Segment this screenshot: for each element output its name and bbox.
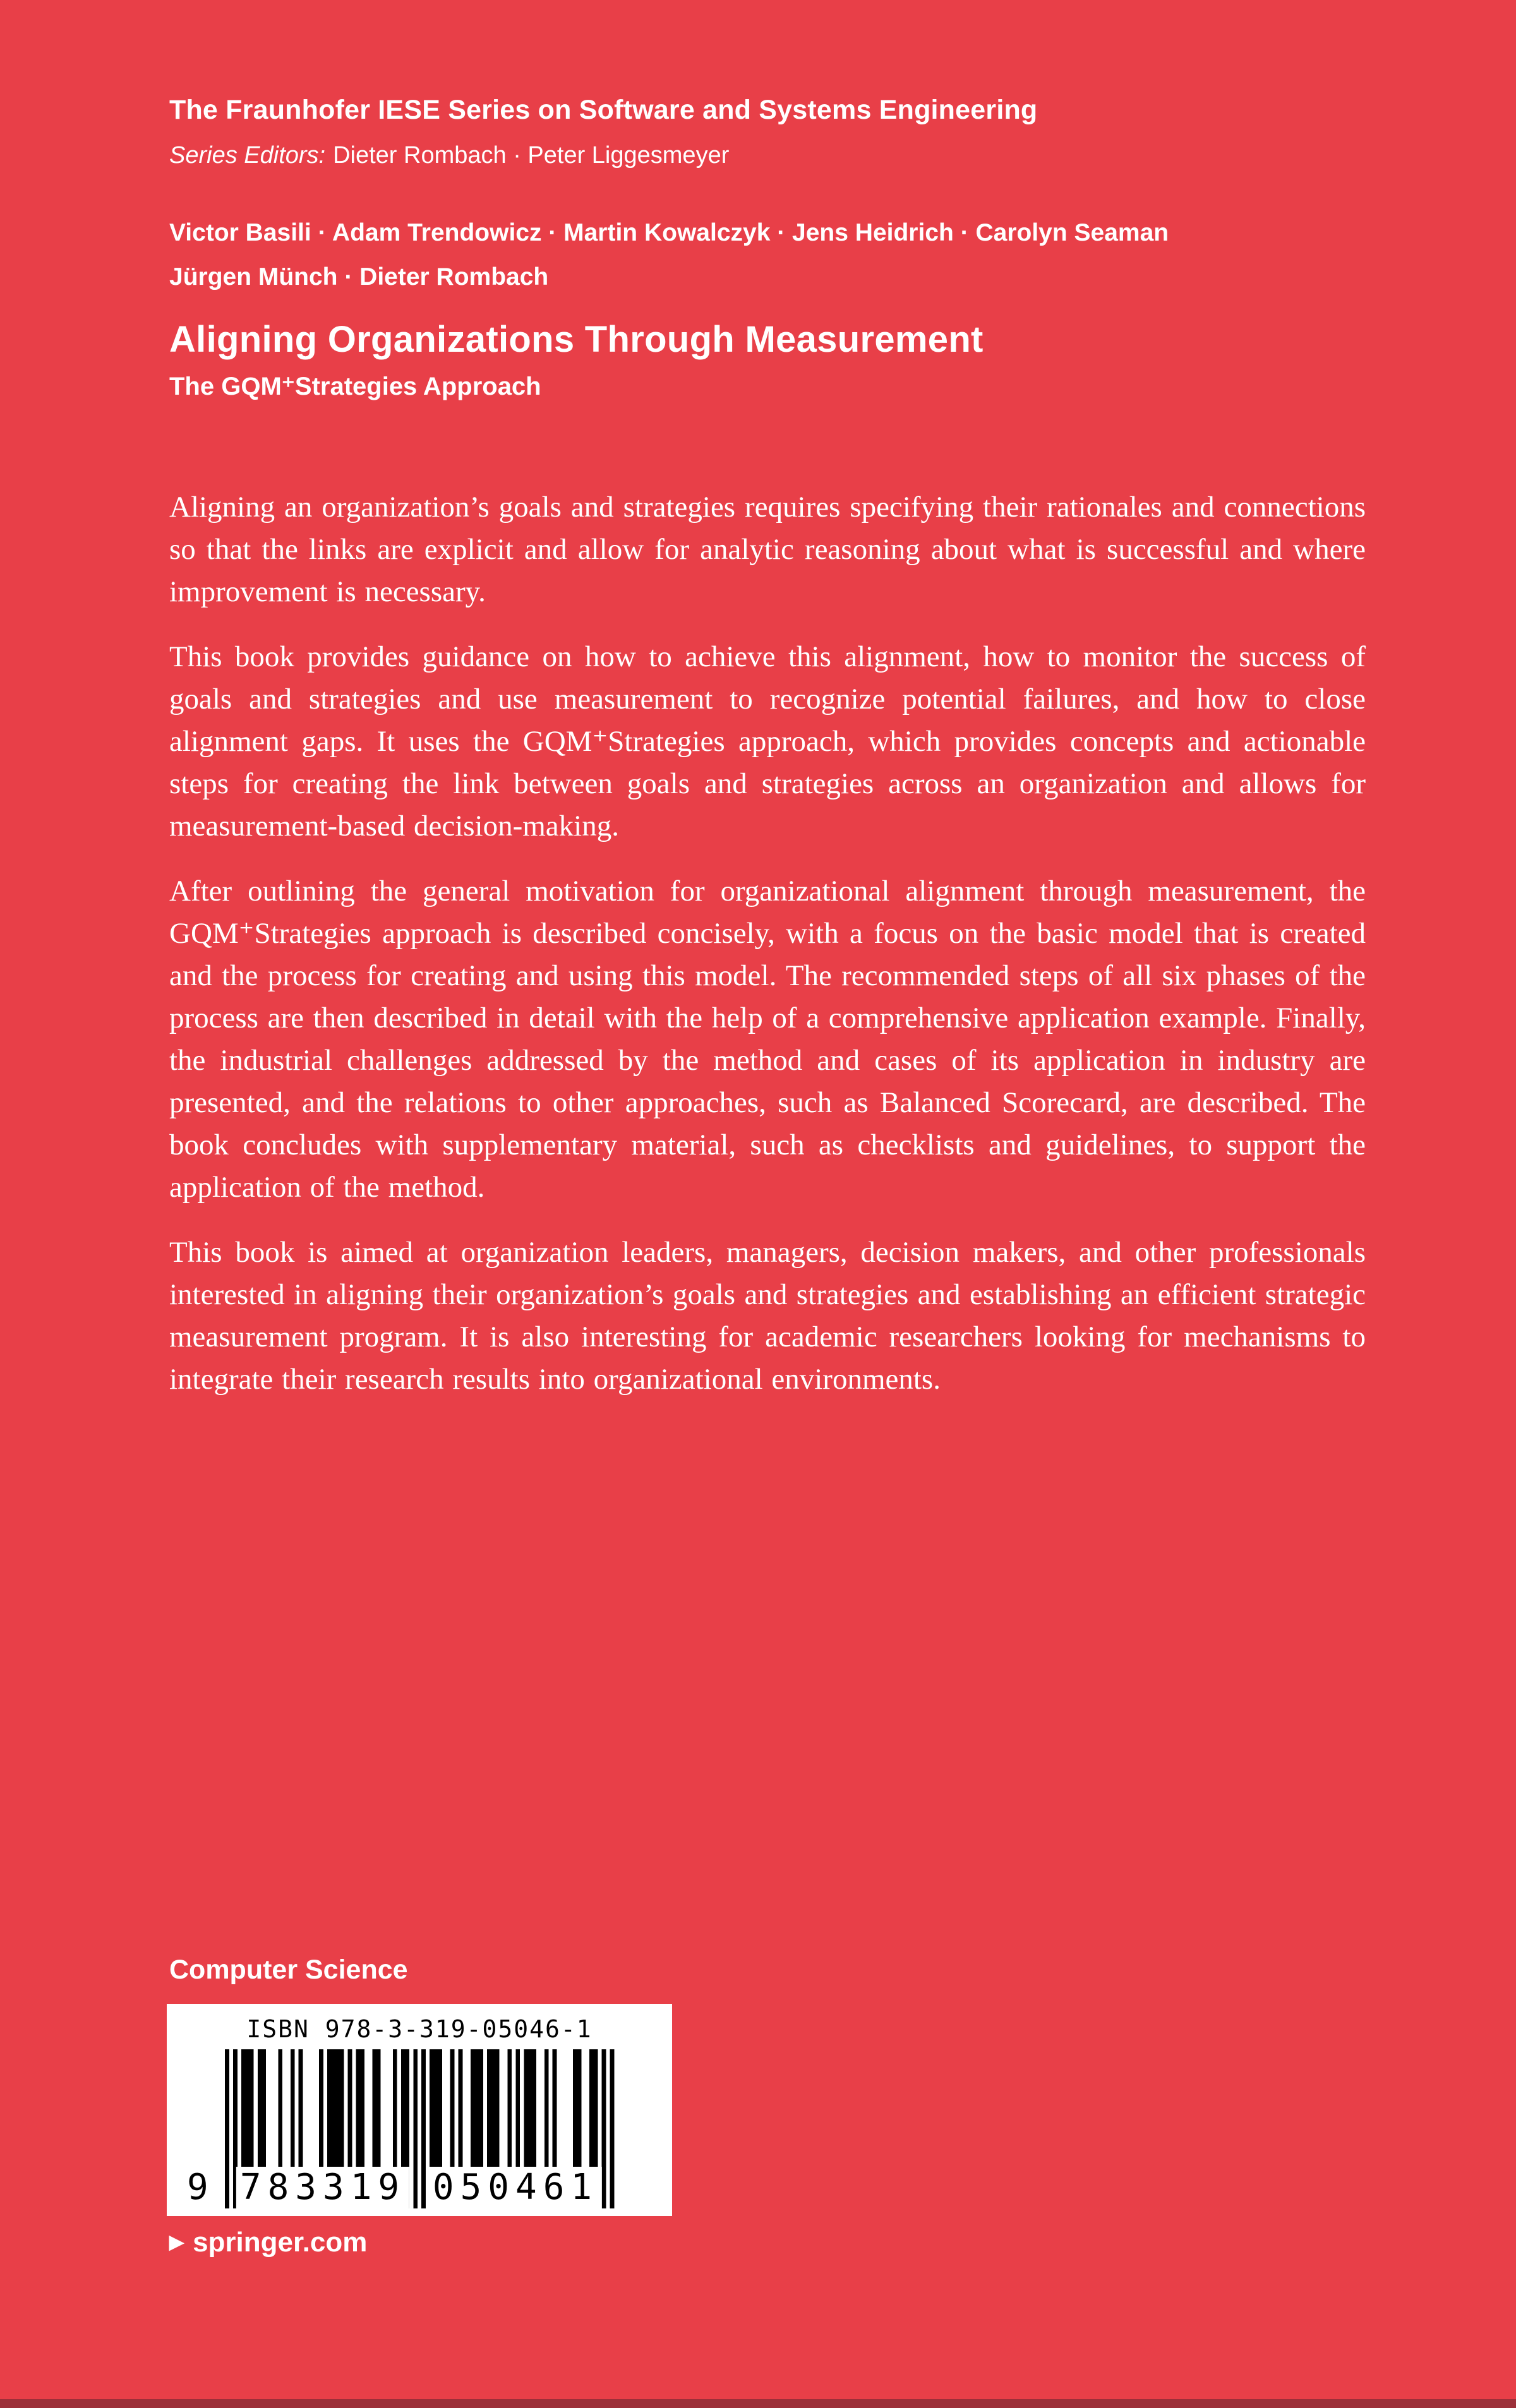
isbn-label: ISBN 978-3-319-05046-1 (246, 2015, 593, 2043)
barcode-digits (187, 2167, 649, 2208)
synopsis-paragraph: This book provides guidance on how to achieve this alignment, how to monitor the success of goals and strategies and use measurement to recognize potential failures, and how to close alignment gaps. It uses the GQM⁺Strategies approach, which provides concepts and actionable steps for creating the link between goals and strategies across an organization and allows for measurement-based decision-making. (169, 640, 1366, 842)
synopsis-paragraph: This book is aimed at organization leaders, managers, decision makers, and other professionals interested in aligning their organization’s goals and strategies and establishing an efficient strategic measurement program. It is also interesting for academic researchers looking for mechanisms to integrate their research results into organizational environments. (169, 1236, 1366, 1396)
barcode-digit-group-1: 9 (183, 2167, 219, 2208)
synopsis-paragraph: After outlining the general motivation for organizational alignment through measurement, the GQM⁺Strategies approach is described concisely, with a focus on the basic model that is created and the process for creating and using this model. The recommended steps of all six phases of the process are then described in detail with the help of a comprehensive application example. Finally, the industrial challenges addressed by the method and cases of its application in industry are presented, and the relations to other approaches, such as Balanced Scorecard, are described. The book concludes with supplementary material, such as checklists and guidelines, to support the application of the method. (169, 875, 1366, 1204)
barcode-digit-group-3: 050461 (429, 2167, 602, 2208)
series-editors-names: Dieter Rombach · Peter Liggesmeyer (333, 142, 730, 169)
book-subtitle: The GQM⁺Strategies Approach (169, 373, 541, 400)
springer-arrow-icon: ▶ (169, 2232, 184, 2253)
publisher-line (169, 2227, 367, 2258)
authors-line-1: Victor Basili · Adam Trendowicz · Martin Kowalczyk · Jens Heidrich · Carolyn Seaman (169, 219, 1169, 246)
category-label: Computer Science (169, 1955, 408, 1985)
cover-bottom-edge (0, 2399, 1516, 2408)
authors-line-2: Jürgen Münch · Dieter Rombach (169, 263, 549, 291)
isbn-barcode-panel (167, 2004, 672, 2216)
series-editors-line (169, 142, 1366, 169)
series-editors-label: Series Editors: (169, 142, 326, 169)
authors-block (169, 211, 1366, 299)
publisher-name: springer.com (193, 2227, 368, 2258)
book-title: Aligning Organizations Through Measurement (169, 319, 984, 360)
synopsis (169, 486, 1366, 1401)
series-title: The Fraunhofer IESE Series on Software and Systems Engineering (169, 95, 1038, 125)
barcode-area (187, 2049, 649, 2208)
barcode-digit-group-2: 783319 (236, 2167, 409, 2208)
synopsis-paragraph: Aligning an organization’s goals and strategies requires specifying their rationales and connections so that the links are explicit and allow for analytic reasoning about what is successful and where improvement is necessary. (169, 491, 1366, 608)
